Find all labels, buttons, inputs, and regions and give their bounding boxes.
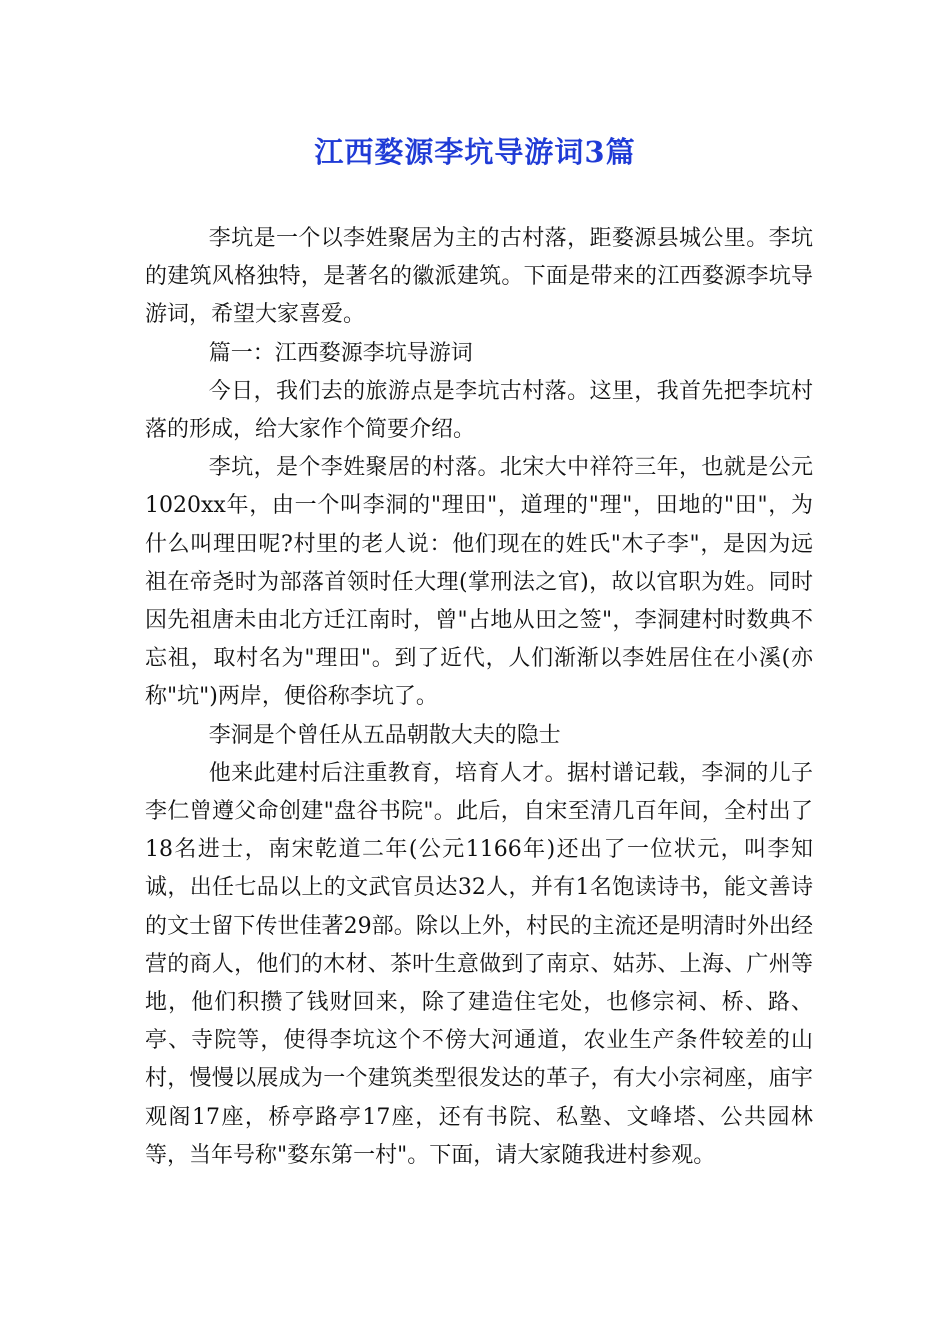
paragraph-section-heading: 篇一：江西婺源李坑导游词	[208, 340, 473, 366]
document-body	[145, 220, 813, 1175]
paragraph-history: 李坑，是个李姓聚居的村落。北宋大中祥符三年，也就是公元1020xx年，由一个叫李洞的"理田"，道理的"理"，田地的"田"，为什么叫理田呢?村里的老人说：他们现在的姓氏"木子李"，是因为远祖在帝尧时为部落首领时任大理(掌刑法之官)，故以官职为姓。同时因先祖唐未由北方迁江南时，曾"占地从田之签"，李洞建村时数典不忘祖，取村名为"理田"。到了近代，人们渐渐以李姓居住在小溪(亦称"坑")两岸，便俗称李坑了。	[145, 455, 813, 710]
paragraph-education: 他来此建村后注重教育，培育人才。据村谱记载，李洞的儿子李仁曾遵父命创建"盘谷书院"。此后，自宋至清几百年间，全村出了18名进士，南宋乾道二年(公元1166年)还出了一位状元，叫李知诚，出任七品以上的文武官员达32人，并有1名饱读诗书，能文善诗的文士留下传世佳著29部。除以上外，村民的主流还是明清时外出经营的商人，他们的木材、茶叶生意做到了南京、姑苏、上海、广州等地，他们积攒了钱财回来，除了建造住宅处，也修宗祠、桥、路、亭、寺院等，使得李坑这个不傍大河通道，农业生产条件较差的山村，慢慢以展成为一个建筑类型很发达的革子，有大小宗祠座，庙宇观阁17座，桥亭路亭17座，还有书院、私塾、文峰塔、公共园林等，当年号称"婺东第一村"。下面，请大家随我进村参观。	[145, 760, 813, 1168]
paragraph-opening: 今日，我们去的旅游点是李坑古村落。这里，我首先把李坑村落的形成，给大家作个简要介绍。	[145, 378, 813, 443]
paragraph-li-dong: 李洞是个曾任从五品朝散大夫的隐士	[208, 722, 561, 748]
document-title: 江西婺源李坑导游词3篇	[314, 135, 636, 169]
paragraph-intro: 李坑是一个以李姓聚居为主的古村落，距婺源县城公里。李坑的建筑风格独特，是著名的徽派建筑。下面是带来的江西婺源李坑导游词，希望大家喜爱。	[145, 226, 813, 328]
